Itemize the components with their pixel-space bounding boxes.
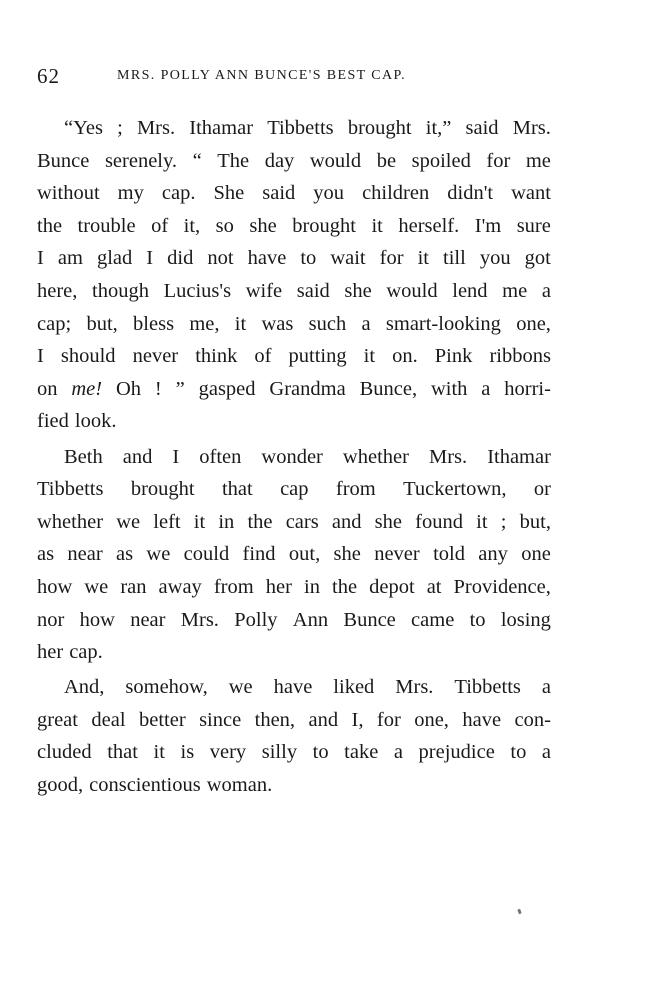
page-number: 62 [37, 64, 60, 88]
text-line: nor how near Mrs. Polly Ann Bunce came to losing [37, 608, 551, 631]
running-head [37, 64, 552, 88]
text-line: the trouble of it, so she brought it herself. I'm sure [37, 214, 551, 237]
text-line: her cap. [37, 641, 103, 664]
text-line: on me! Oh ! ” gasped Grandma Bunce, with a horri- [37, 377, 551, 400]
text-line: good, conscientious woman. [37, 774, 273, 797]
text-line: great deal better since then, and I, for one, have con- [37, 708, 551, 731]
text-line: cluded that it is very silly to take a prejudice to a [37, 741, 551, 764]
text-line: Beth and I often wonder whether Mrs. Ithamar [64, 445, 551, 468]
text-line: without my cap. She said you children didn't want [37, 182, 551, 205]
text-line: I am glad I did not have to wait for it till you got [37, 247, 551, 270]
text-line: here, though Lucius's wife said she would lend me a [37, 279, 551, 302]
paragraph [37, 671, 551, 801]
text-line: Tibbetts brought that cap from Tuckertown, or [37, 478, 551, 501]
text-line: fied look. [37, 410, 117, 433]
text-line: whether we left it in the cars and she found it ; but, [37, 510, 551, 533]
body-text [37, 112, 551, 804]
paragraph [37, 441, 551, 669]
text-line: cap; but, bless me, it was such a smart-looking one, [37, 312, 551, 335]
text-line: Bunce serenely. “ The day would be spoiled for me [37, 149, 551, 172]
paragraph [37, 112, 551, 438]
text-line: as near as we could find out, she never told any one [37, 543, 551, 566]
text-line: how we ran away from her in the depot at Providence, [37, 575, 551, 598]
text-line: And, somehow, we have liked Mrs. Tibbetts a [64, 676, 551, 699]
ink-speck [517, 909, 522, 915]
text-line: “Yes ; Mrs. Ithamar Tibbetts brought it,” said Mrs. [64, 117, 551, 139]
running-title: MRS. POLLY ANN BUNCE'S BEST CAP. [117, 68, 407, 83]
text-line: I should never think of putting it on. Pink ribbons [37, 345, 551, 368]
